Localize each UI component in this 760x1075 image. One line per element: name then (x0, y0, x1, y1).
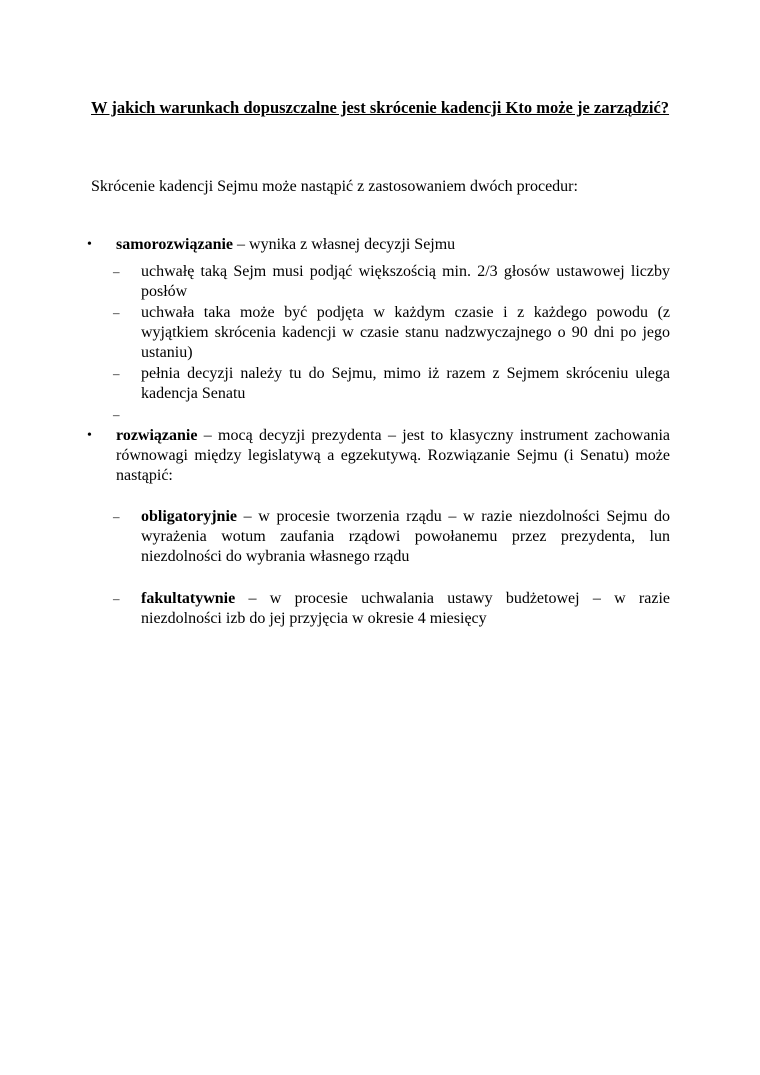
sub-item (91, 303, 670, 363)
bullet-icon: • (87, 237, 92, 252)
sub-item-text: uchwała taka może być podjęta w każdym czasie i z każdego powodu (z wyjątkiem skrócenia kadencji w czasie stanu nadzwyczajnego o 90 dni po jego ustaniu) (141, 304, 670, 361)
sub-item (91, 262, 670, 302)
sub-item-fakultatywnie (91, 589, 670, 629)
list-item-samorozwiazanie (87, 235, 670, 255)
sub-item-text: uchwałę taką Sejm musi podjąć większością min. 2/3 głosów ustawowej liczby posłów (141, 263, 670, 300)
dash-icon: – (113, 305, 120, 320)
term-samorozwiazanie: samorozwiązanie (116, 236, 234, 253)
term-obligatoryjnie: obligatoryjnie (141, 508, 237, 525)
fakultatywnie-description: – w procesie uchwalania ustawy budżetowej – w razie niezdolności izb do jej przyjęcia w okresie 4 miesięcy (141, 590, 670, 627)
dash-icon: – (113, 366, 120, 381)
obligatoryjnie-description: – w procesie tworzenia rządu – w razie niezdolności Sejmu do wyrażenia wotum zaufania rządowi powołanemu przez prezydenta, lun niezdolności do wybrania własnego rządu (141, 508, 670, 565)
term-fakultatywnie: fakultatywnie (141, 590, 236, 607)
document-page (87, 97, 670, 627)
dash-icon: – (113, 591, 120, 606)
list-item-rozwiazanie (87, 426, 670, 486)
dash-icon: – (113, 509, 120, 524)
document-title: W jakich warunkach dopuszczalne jest skrócenie kadencji Kto może je zarządzić? (91, 98, 670, 117)
bullet2-description: – mocą decyzji prezydenta – jest to klasyczny instrument zachowania równowagi między legislatywą a egzekutywą. Rozwiązanie Sejmu (i Senatu) może nastąpić: (116, 427, 670, 484)
bullet-icon: • (87, 428, 92, 443)
sub-item (91, 364, 670, 404)
dash-icon: – (113, 407, 120, 422)
dash-icon: – (113, 264, 120, 279)
term-rozwiazanie: rozwiązanie (116, 427, 198, 444)
bullet1-description: – wynika z własnej decyzji Sejmu (233, 236, 456, 253)
sub-item-obligatoryjnie (91, 507, 670, 567)
sub-item-text: pełnia decyzji należy tu do Sejmu, mimo iż razem z Sejmem skróceniu ulega kadencja Senatu (141, 365, 670, 402)
intro-paragraph: Skrócenie kadencji Sejmu może nastąpić z zastosowaniem dwóch procedur: (91, 178, 578, 195)
